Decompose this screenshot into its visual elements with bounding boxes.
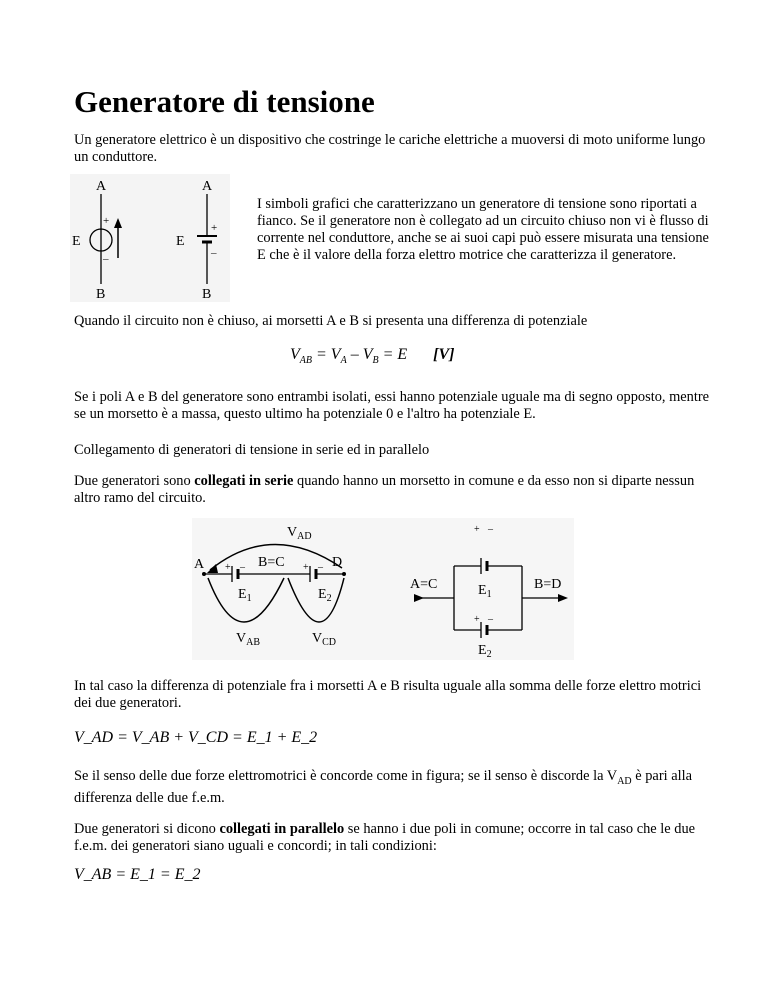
equation-unit: [V]: [433, 346, 455, 363]
fig2-bd: B=D: [534, 577, 562, 592]
series-parallel-figure: [192, 518, 574, 660]
fig2-e1: $E_1$: [238, 587, 252, 604]
concordant-paragraph: Se il senso delle due forze elettromotrici è concorde come in figura; se il senso è discorde la $V_{AD}$ è pari alla differenza delle due f.e.m.: [74, 768, 692, 806]
fig1-label-e: E: [72, 234, 81, 249]
fig1-plus: +: [103, 215, 110, 227]
fig2-vcd: $V_{CD}$: [312, 631, 337, 648]
fig2-plus1: +: [225, 562, 231, 573]
parallel-definition: Due generatori si dicono collegati in parallelo se hanno i due poli in comune; occorre in tal caso che le due f.e.m. dei generatori siano uguali e concordi; in tali condizioni:: [74, 821, 696, 854]
fig1-label-a: A: [96, 179, 107, 194]
fig2-vad: $V_{AD}$: [287, 525, 312, 542]
series-sum-paragraph: In tal caso la differenza di potenziale fra i morsetti A e B risulta uguale alla somma delle forze elettro motrici dei due generatori.: [74, 678, 702, 711]
fig2-vab: $V_{AB}$: [236, 631, 261, 648]
intro-paragraph: Un generatore elettrico è un dispositivo che costringe le cariche elettriche a muoversi di moto uniforme lungo un conduttore.: [74, 132, 706, 165]
fig2-bc: B=C: [258, 555, 285, 570]
fig2-minus3: –: [488, 524, 493, 535]
fig2-a: A: [194, 557, 205, 572]
fig2-plus2: +: [303, 562, 309, 573]
fig2-minus1: –: [240, 562, 245, 573]
fig2-e2: $E_2$: [318, 587, 332, 604]
fig1-label-a2: A: [202, 179, 213, 194]
open-circuit-paragraph: Quando il circuito non è chiuso, ai morsetti A e B si presenta una differenza di potenziale: [74, 313, 588, 329]
section-heading: Collegamento di generatori di tensione in serie ed in parallelo: [74, 442, 430, 458]
fig1-label-b: B: [96, 287, 106, 302]
fig1-label-e2: E: [176, 234, 185, 249]
page-title: Generatore di tensione: [74, 84, 375, 119]
fig1-label-b2: B: [202, 287, 212, 302]
generator-symbols-figure: [70, 174, 230, 302]
equation-vad: V_AD = V_AB + V_CD = E_1 + E_2: [74, 729, 318, 746]
equation-vab: $V_{AB} = V_A - V_B = E$ [V]: [290, 346, 455, 367]
fig2-ac: A=C: [410, 577, 438, 592]
fig2-plus4: +: [474, 614, 480, 625]
equation-vab-parallel: V_AB = E_1 = E_2: [74, 866, 201, 883]
fig1-minus: –: [103, 253, 109, 265]
fig1-minus2: –: [211, 247, 217, 259]
fig2-e1-par: $E_1$: [478, 583, 492, 600]
fig2-minus4: –: [488, 614, 493, 625]
fig2-plus3: +: [474, 524, 480, 535]
fig1-plus2: +: [211, 222, 218, 234]
series-definition: Due generatori sono collegati in serie quando hanno un morsetto in comune e da esso non si diparte nessun altro ramo del circuito.: [74, 473, 695, 506]
fig2-d: D: [332, 555, 343, 570]
fig2-minus2: –: [318, 562, 323, 573]
fig2-e2-par: $E_2$: [478, 643, 492, 660]
symbols-paragraph: I simboli grafici che caratterizzano un generatore di tensione sono riportati a fianco. Se il generatore non è collegato ad un circuito chiuso non vi è flusso di corrente nel conduttore, anche se ai suoi capi può essere misurata una tensione E che è il valore della forza elettro motrice che caratterizza il generatore.: [257, 196, 709, 263]
poles-paragraph: Se i poli A e B del generatore sono entrambi isolati, essi hanno potenziale uguale ma di segno opposto, mentre se un morsetto è a massa, questo ultimo ha potenziale 0 e l'altro ha potenziale E.: [74, 389, 710, 422]
